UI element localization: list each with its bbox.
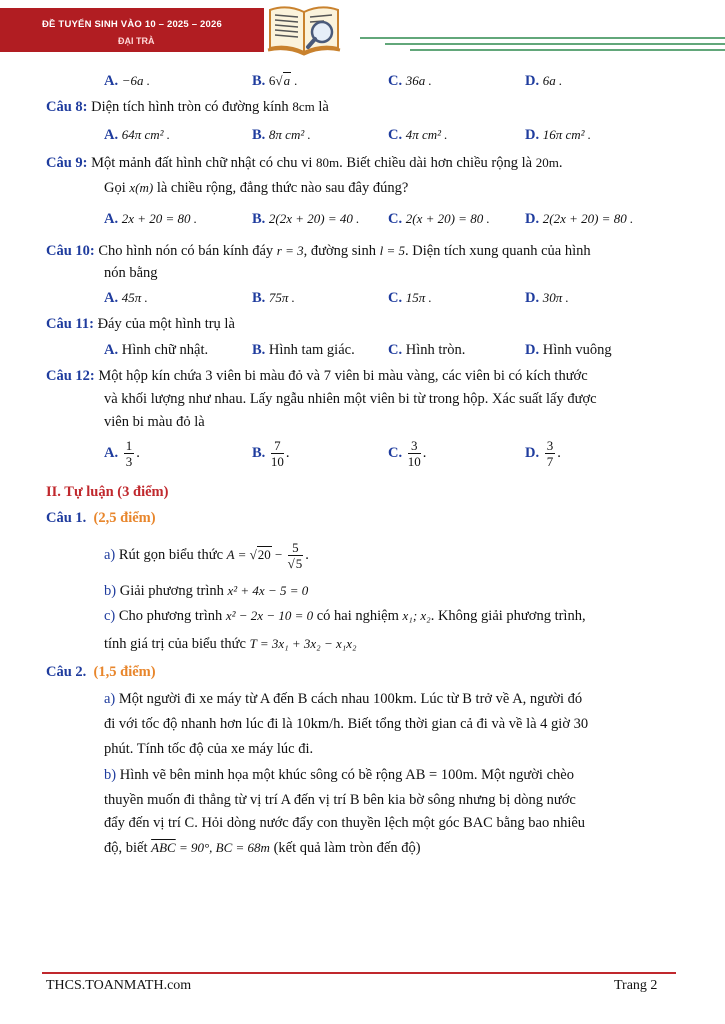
q12-option-b: B. $\frac{7}{10}$ .: [252, 438, 290, 469]
q9-option-d: D. 2(2x + 20) = 80 .: [525, 211, 634, 227]
q10-option-d: D. 30π .: [525, 290, 569, 306]
q10-question-line1: Câu 10: Cho hình nón có bán kính đáy r = 3, đường sinh l = 5. Diện tích xung quanh của hình: [46, 243, 591, 259]
q8-option-a: A. 64π cm² .: [104, 127, 171, 143]
fraction: $\frac{5}{√5}$: [287, 540, 303, 571]
q9-option-a: A. 2x + 20 = 80 .: [104, 211, 198, 227]
q8-question: Câu 8: Diện tích hình tròn có đường kính 8cm là: [46, 99, 329, 115]
q7-option-d: D. 6a .: [525, 73, 563, 89]
c1-heading: Câu 1. (2,5 điểm): [46, 510, 156, 526]
q10-option-b: B. 75π .: [252, 290, 295, 306]
footer-rule: [42, 972, 676, 974]
q7-option-c: C. 36a .: [388, 73, 432, 89]
q9-question-line2: Gọi x(m) là chiều rộng, đẳng thức nào sau đây đúng?: [104, 180, 409, 196]
q8-option-d: D. 16π cm² .: [525, 127, 592, 143]
c1-part-b: b) Giải phương trình x² + 4x − 5 = 0: [104, 583, 309, 599]
q10-question-line2: nón bằng: [104, 265, 158, 281]
fraction: $\frac{3}{7}$: [546, 438, 554, 469]
q12-question-line3: viên bi màu đỏ là: [104, 414, 205, 430]
fraction: $\frac{3}{10}$: [407, 438, 421, 469]
book-magnifier-icon: [262, 0, 348, 60]
q11-option-a: A. Hình chữ nhật.: [104, 342, 209, 358]
header-banner: [0, 8, 268, 52]
q12-question-line2: và khối lượng như nhau. Lấy ngẫu nhiên một viên bi từ trong hộp. Xác suất lấy được: [104, 391, 597, 407]
c2-part-b-line4: độ, biết $\overline{ABC} = 90^\circ$, BC = 68m (kết quả làm tròn đến độ): [104, 840, 421, 856]
c2-part-a-line3: phút. Tính tốc độ của xe máy lúc đi.: [104, 741, 314, 757]
c2-heading: Câu 2. (1,5 điểm): [46, 664, 156, 680]
q11-option-c: C. Hình tròn.: [388, 342, 466, 358]
header-decorative-lines: [350, 0, 725, 60]
q10-option-c: C. 15π .: [388, 290, 432, 306]
c2-part-b-line1: b) Hình vẽ bên minh họa một khúc sông có bề rộng AB = 100m. Một người chèo: [104, 767, 574, 783]
q10-option-a: A. 45π .: [104, 290, 148, 306]
c2-part-a-line1: a) Một người đi xe máy từ A đến B cách nhau 100km. Lúc từ B trở về A, người đó: [104, 691, 583, 707]
fraction: $\frac{7}{10}$: [270, 438, 284, 469]
c1-part-c-line1: c) Cho phương trình x² − 2x − 10 = 0 có hai nghiệm x₁; x₂. Không giải phương trình,: [104, 608, 586, 624]
q8-option-b: B. 8π cm² .: [252, 127, 311, 143]
q8-option-c: C. 4π cm² .: [388, 127, 448, 143]
q12-option-d: D. $\frac{3}{7}$ .: [525, 438, 561, 469]
q11-option-b: B. Hình tam giác.: [252, 342, 355, 358]
q12-option-c: C. $\frac{3}{10}$ .: [388, 438, 427, 469]
fraction: $\frac{1}{3}$: [125, 438, 133, 469]
q12-option-a: A. $\frac{1}{3}$ .: [104, 438, 140, 469]
c2-part-b-line3: đẩy đến vị trí C. Hỏi dòng nước đẩy con thuyền lệch một góc BAC bằng bao nhiêu: [104, 815, 586, 831]
footer-page-number: Trang 2: [614, 978, 658, 993]
part2-title: II. Tự luận (3 điểm): [46, 484, 169, 500]
q11-option-d: D. Hình vuông: [525, 342, 612, 358]
c2-part-a-line2: đi với tốc độ nhanh hơn lúc đi là 10km/h. Biết tổng thời gian cả đi và về là 4 giờ 30: [104, 716, 589, 732]
c2-part-b-line2: thuyền muốn đi thẳng từ vị trí A đến vị trí B bên kia bờ sông nhưng bị dòng nước: [104, 792, 576, 808]
q9-question-line1: Câu 9: Một mảnh đất hình chữ nhật có chu vi 80m. Biết chiều dài hơn chiều rộng là 20m.: [46, 155, 563, 171]
q7-option-a: A. −6a .: [104, 73, 151, 89]
header-subtitle: ĐẠI TRÀ: [118, 36, 155, 46]
q9-option-b: B. 2(2x + 20) = 40 .: [252, 211, 360, 227]
q12-question-line1: Câu 12: Một hộp kín chứa 3 viên bi màu đỏ và 7 viên bi màu vàng, các viên bi có kích thước: [46, 368, 588, 384]
q11-question: Câu 11: Đáy của một hình trụ là: [46, 316, 235, 332]
q9-option-c: C. 2(x + 20) = 80 .: [388, 211, 490, 227]
q7-option-b: B. 6√a .: [252, 73, 298, 89]
c1-part-c-line2: tính giá trị của biểu thức T = 3x₁ + 3x₂ − x₁x₂: [104, 636, 357, 652]
c1-part-a: a) Rút gọn biểu thức A = √20 − $\frac{5}{√5}$ .: [104, 540, 309, 571]
footer-site: THCS.TOANMATH.com: [46, 978, 192, 993]
header-title: ĐỀ TUYỂN SINH VÀO 10 – 2025 – 2026: [42, 19, 222, 30]
